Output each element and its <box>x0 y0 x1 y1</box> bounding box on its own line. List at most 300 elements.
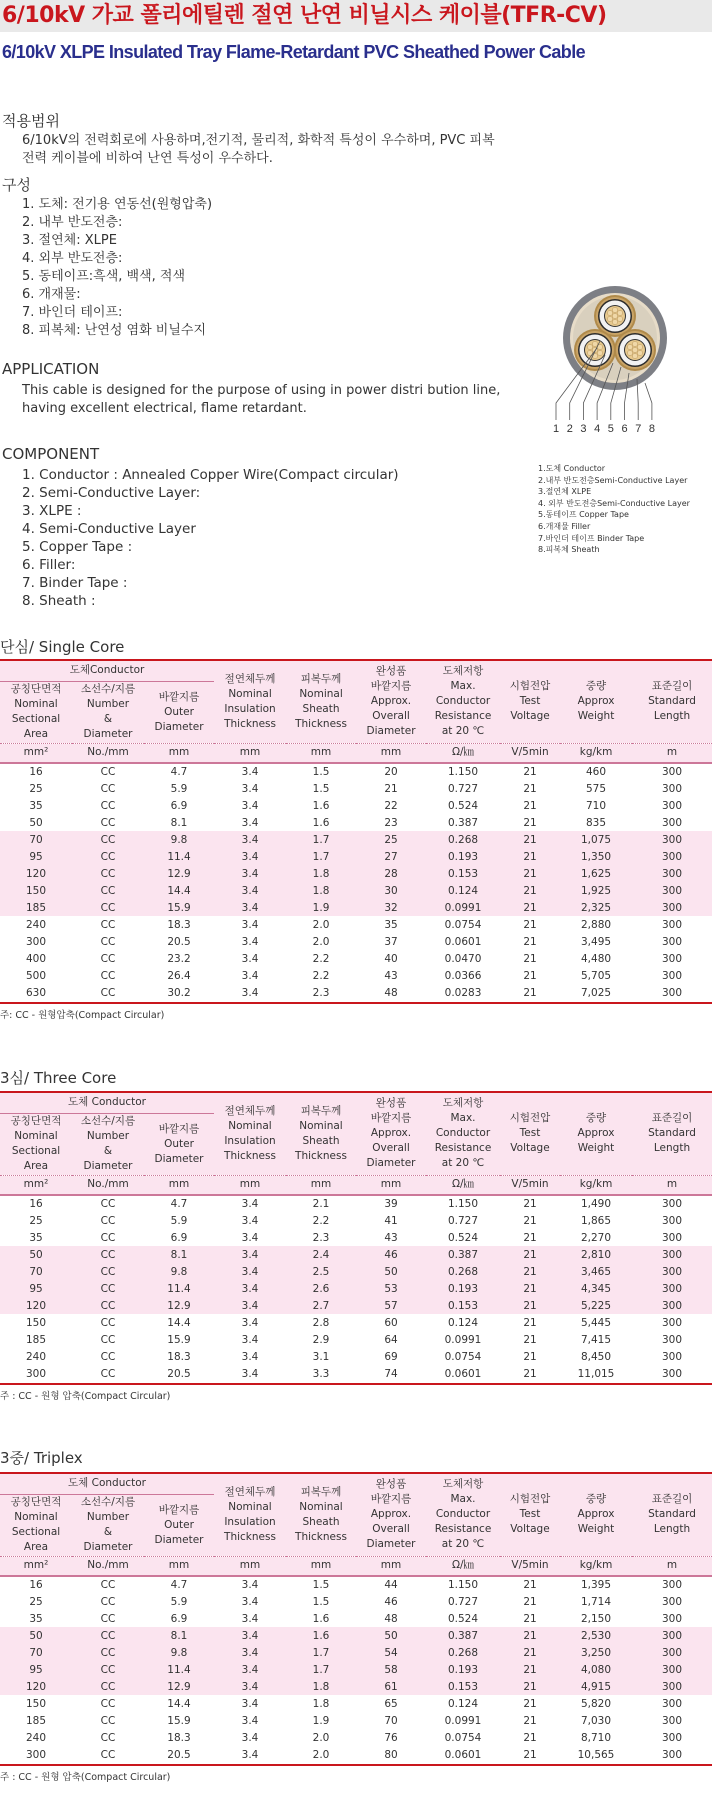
scope-text-line2: 전력 케이블에 비하여 난연 특성이 우수하다. <box>22 151 273 166</box>
table-cell: 53 <box>356 1280 426 1297</box>
table-cell: 21 <box>500 1627 560 1644</box>
table-cell: CC <box>72 882 144 899</box>
header-number <box>72 681 144 743</box>
header-line: Insulation <box>224 1515 276 1528</box>
table-cell: 21 <box>523 935 537 948</box>
table-cell: 0.0283 <box>444 986 482 999</box>
table-cell: 21 <box>523 1333 537 1346</box>
header-line: 절연체두께 <box>224 1485 276 1498</box>
header-row <box>0 1556 712 1576</box>
header-line: 시험전압 <box>509 1493 551 1506</box>
table-cell: 4.7 <box>170 766 188 778</box>
table-cell: 3.4 <box>241 986 259 999</box>
table-row <box>0 950 712 967</box>
triplex-table <box>0 1474 712 1763</box>
table-cell: 300 <box>661 1748 683 1761</box>
table-cell: 400 <box>25 952 47 965</box>
table-cell: 0.0991 <box>444 1333 482 1346</box>
table-cell: 37 <box>384 935 398 948</box>
table-cell: 3.4 <box>241 1748 259 1761</box>
table-cell: 3.4 <box>241 799 259 812</box>
table-cell: 1,714 <box>580 1595 612 1608</box>
table-cell: 15.9 <box>144 899 214 916</box>
table-cell: 43 <box>384 1231 398 1244</box>
table-cell: 1.7 <box>286 831 356 848</box>
table-cell: 25 <box>356 831 426 848</box>
header-conductor-group: 도체 Conductor <box>0 1474 214 1494</box>
leader-number: 5 <box>607 423 614 433</box>
table-cell: 20.5 <box>167 935 191 948</box>
header-line: Outer <box>164 1137 194 1150</box>
table-cell: CC <box>100 918 116 931</box>
header-row <box>0 743 712 763</box>
unit-cell: mm <box>144 1556 214 1576</box>
table-cell: 3.4 <box>241 935 259 948</box>
table-note: 주 : CC - 원형 압축(Compact Circular) <box>0 1772 171 1783</box>
table-cell: 3.4 <box>214 1246 286 1263</box>
table-cell: 1,925 <box>560 882 632 899</box>
header-line: 표준길이 <box>651 1493 693 1506</box>
header-line: Overall <box>372 1142 410 1155</box>
table-cell: 1.9 <box>312 1714 330 1727</box>
header-line: Nominal <box>14 698 58 710</box>
unit-cell: No./mm <box>72 1175 144 1195</box>
table-cell: 9.8 <box>144 1644 214 1661</box>
table-cell: 74 <box>384 1367 398 1380</box>
table-cell: 1.7 <box>286 1661 356 1678</box>
table-cell: 35 <box>29 799 43 812</box>
header-line: Weight <box>577 1523 615 1536</box>
table-cell: 3.4 <box>214 1627 286 1644</box>
leader-number: 3 <box>580 423 587 433</box>
header-line: Max. <box>450 1112 476 1125</box>
table-cell: 5.9 <box>170 782 188 795</box>
header-area <box>0 1494 72 1556</box>
table-row <box>0 1348 712 1365</box>
table-cell: 120 <box>0 1678 72 1695</box>
table-cell: CC <box>72 899 144 916</box>
leader-number: 2 <box>566 423 573 433</box>
table-row <box>0 933 712 950</box>
table-cell: 300 <box>25 1367 47 1380</box>
table-row <box>0 831 712 848</box>
table-cell: CC <box>72 831 144 848</box>
header-area <box>0 1113 72 1175</box>
table-cell: 95 <box>0 1280 72 1297</box>
table-cell: 4.7 <box>170 1579 188 1591</box>
leader-number: 1 <box>553 423 560 433</box>
table-cell: 300 <box>632 882 712 899</box>
table-row <box>0 1280 712 1297</box>
table-cell: CC <box>100 1350 116 1363</box>
table-cell: 2.2 <box>312 969 330 982</box>
header-line: Area <box>23 728 49 740</box>
triplex-title: 3중/ Triplex <box>0 1449 83 1467</box>
table-row <box>0 1365 712 1382</box>
scope-heading: 적용범위 <box>2 112 60 130</box>
table-cell: 1,350 <box>560 848 632 865</box>
header-line: 바깥지름 <box>370 680 412 693</box>
table-cell: 835 <box>586 816 607 829</box>
unit-cell: mm <box>144 743 214 763</box>
table-cell: 0.0601 <box>444 935 482 948</box>
header-line: Nominal <box>14 1511 58 1523</box>
header-line: Diameter <box>154 720 204 733</box>
table-cell: 0.153 <box>426 1297 500 1314</box>
header-line: & <box>103 1526 113 1538</box>
table-cell: 44 <box>384 1579 398 1591</box>
table-row <box>0 1661 712 1678</box>
table-cell: 14.4 <box>167 1697 191 1710</box>
unit-cell: V/5min <box>500 1175 560 1195</box>
table-cell: 300 <box>661 1316 683 1329</box>
unit-cell: mm <box>356 743 426 763</box>
table-row <box>0 1576 712 1593</box>
table-cell: 2.3 <box>312 986 330 999</box>
table-cell: 0.0991 <box>426 899 500 916</box>
header-number <box>72 1113 144 1175</box>
header-test <box>500 1474 560 1556</box>
unit-cell: kg/km <box>560 743 632 763</box>
composition-item: 4. 외부 반도전층: <box>22 251 123 266</box>
table-cell: 50 <box>356 1263 426 1280</box>
table-cell: 21 <box>500 899 560 916</box>
header-line: Approx. <box>370 695 412 708</box>
table-cell: 1.6 <box>312 816 330 829</box>
table-cell: 0.0754 <box>444 1731 482 1744</box>
header-line: Standard <box>648 695 696 708</box>
header-test <box>500 1093 560 1175</box>
table-cell: 300 <box>662 799 683 812</box>
table-cell: 27 <box>356 848 426 865</box>
header-line: Diameter <box>366 725 416 738</box>
table-cell: 4.7 <box>170 1198 188 1210</box>
leader-number: 8 <box>648 423 656 433</box>
table-cell: 3.4 <box>241 952 259 965</box>
table-cell: 35 <box>384 918 398 931</box>
table-cell: 300 <box>25 935 47 948</box>
table-cell: 0.193 <box>426 848 500 865</box>
table-cell: CC <box>72 1627 144 1644</box>
table-cell: 21 <box>500 1678 560 1695</box>
table-cell: 5.9 <box>170 1214 188 1227</box>
table-cell: 21 <box>500 848 560 865</box>
table-cell: 0.153 <box>426 1678 500 1695</box>
header-line: Resistance <box>434 710 492 723</box>
table-cell: 18.3 <box>167 1731 191 1744</box>
table-cell: 16 <box>29 1579 43 1591</box>
table-cell: CC <box>100 1214 116 1227</box>
table-cell: 21 <box>523 766 537 778</box>
table-cell: 120 <box>0 865 72 882</box>
table-row <box>0 1678 712 1695</box>
table-cell: CC <box>100 1333 116 1346</box>
header-line: 완성품 <box>375 1097 407 1110</box>
table-cell: 300 <box>661 1731 683 1744</box>
header-sheath <box>286 1093 356 1175</box>
header-line: Approx <box>577 1508 615 1521</box>
table-cell: 58 <box>356 1661 426 1678</box>
table-row <box>0 1610 712 1627</box>
table-cell: 300 <box>662 766 683 778</box>
table-cell: 22 <box>384 799 398 812</box>
table-cell: 21 <box>500 882 560 899</box>
table-cell: CC <box>100 1579 116 1591</box>
table-cell: 2.0 <box>312 1748 330 1761</box>
table-cell: 3.4 <box>241 918 259 931</box>
table-cell: 3.4 <box>214 1644 286 1661</box>
table-cell: 2.6 <box>286 1280 356 1297</box>
application-heading: APPLICATION <box>2 360 100 378</box>
header-line: Approx. <box>370 1127 412 1140</box>
table-cell: 2.0 <box>312 935 330 948</box>
header-line: Thickness <box>295 1149 347 1162</box>
table-cell: 1,625 <box>560 865 632 882</box>
table-cell: 15.9 <box>167 1333 191 1346</box>
table-cell: 21 <box>523 1214 537 1227</box>
header-line: at 20 ℃ <box>441 1157 485 1170</box>
header-line: 소선수/지름 <box>80 1496 136 1508</box>
core-3 <box>614 329 656 371</box>
header-line: Sheath <box>302 702 340 715</box>
table-cell: 20 <box>384 766 398 778</box>
header-line: Number <box>86 1511 130 1523</box>
table-cell: 1.8 <box>286 882 356 899</box>
table-cell: 0.124 <box>426 882 500 899</box>
component-item: 7. Binder Tape : <box>22 575 128 591</box>
composition-item: 3. 절연체: XLPE <box>22 233 117 248</box>
table-cell: 1,395 <box>580 1579 612 1591</box>
table-row <box>0 865 712 882</box>
header-area <box>0 681 72 743</box>
table-cell: 4,480 <box>581 952 612 965</box>
table-cell: 11.4 <box>144 1280 214 1297</box>
header-weight <box>560 661 632 743</box>
table-cell: 2.2 <box>312 1214 330 1227</box>
header-line: 중량 <box>585 1493 607 1506</box>
table-cell: 3.4 <box>241 1714 259 1727</box>
header-line: Nominal <box>299 1500 343 1513</box>
header-line: 바깥지름 <box>158 1503 200 1516</box>
header-line: Approx <box>577 695 615 708</box>
table-cell: CC <box>100 782 116 795</box>
table-cell: 1.7 <box>286 848 356 865</box>
table-cell: 21 <box>500 1644 560 1661</box>
table-cell: CC <box>100 1748 116 1761</box>
header-line: Test <box>519 695 541 708</box>
table-row <box>0 797 712 814</box>
table-cell: 2,880 <box>581 918 612 931</box>
table-cell: 7,415 <box>580 1333 612 1346</box>
table-cell: 25 <box>29 782 43 795</box>
legend-item: 7.바인더 테이프 Binder Tape <box>538 533 645 543</box>
header-conductor-group: 도체 Conductor <box>0 1093 214 1113</box>
header-line: 공칭단면적 <box>10 683 62 695</box>
table-cell: 3,250 <box>560 1644 632 1661</box>
table-cell: 300 <box>661 1333 683 1346</box>
table-cell: 1,865 <box>580 1214 612 1227</box>
table-cell: 14.4 <box>167 1316 191 1329</box>
table-cell: 300 <box>662 918 683 931</box>
table-cell: 35 <box>29 1231 43 1244</box>
table-cell: 2.7 <box>286 1297 356 1314</box>
header-line: 절연체두께 <box>224 672 276 685</box>
header-line: 공칭단면적 <box>10 1115 62 1127</box>
table-cell: 1.8 <box>312 1697 330 1710</box>
header-line: Thickness <box>224 1530 276 1543</box>
table-cell: 5.9 <box>170 1595 188 1608</box>
header-length <box>632 661 712 743</box>
unit-cell: mm <box>286 743 356 763</box>
unit-cell: mm <box>214 1175 286 1195</box>
table-cell: 21 <box>523 1612 537 1625</box>
unit-cell: V/5min <box>500 1556 560 1576</box>
header-line: Overall <box>372 1523 410 1536</box>
header-line: & <box>103 713 113 725</box>
table-cell: 150 <box>25 1316 47 1329</box>
scope-text-line1: 6/10kV의 전력회로에 사용하며,전기적, 물리적, 화학적 특성이 우수하며, PVC 피복 <box>22 133 495 148</box>
legend-item: 3.절연체 XLPE <box>538 487 592 497</box>
table-cell: 21 <box>523 952 537 965</box>
table-cell: 21 <box>384 782 398 795</box>
header-conductor-group: 도체Conductor <box>0 661 214 681</box>
table-cell: 23 <box>384 816 398 829</box>
legend-item: 8.피복체 Sheath <box>538 545 600 555</box>
table-cell: 12.9 <box>144 1678 214 1695</box>
unit-cell: mm² <box>0 1175 72 1195</box>
header-line: 중량 <box>585 1112 607 1125</box>
header-line: & <box>103 1145 113 1157</box>
table-note: 주: CC - 원형압축(Compact Circular) <box>0 1010 165 1021</box>
component-heading: COMPONENT <box>2 445 100 463</box>
table-cell: 21 <box>523 799 537 812</box>
header-line: Thickness <box>224 717 276 730</box>
table-cell: 21 <box>523 1595 537 1608</box>
table-cell: 2,530 <box>560 1627 632 1644</box>
table-cell: 3.4 <box>214 882 286 899</box>
header-sheath <box>286 1474 356 1556</box>
table-cell: 2.3 <box>312 1231 330 1244</box>
table-cell: 2,325 <box>560 899 632 916</box>
table-cell: 14.4 <box>144 882 214 899</box>
table-cell: CC <box>100 1231 116 1244</box>
table-note: 주 : CC - 원형 압축(Compact Circular) <box>0 1391 171 1402</box>
table-cell: 3.4 <box>241 1350 259 1363</box>
table-cell: CC <box>100 1612 116 1625</box>
table-cell: 150 <box>25 1697 47 1710</box>
table-cell: 3.4 <box>214 899 286 916</box>
table-row <box>0 1627 712 1644</box>
header-line: Number <box>86 1130 130 1142</box>
table-cell: 25 <box>29 1595 43 1608</box>
unit-cell: Ω/㎞ <box>426 1556 500 1576</box>
component-list <box>22 466 399 610</box>
leader-number: 4 <box>594 423 601 433</box>
header-line: 피복두께 <box>300 1485 342 1498</box>
table-cell: 300 <box>632 831 712 848</box>
table-cell: 46 <box>384 1595 398 1608</box>
header-line: Nominal <box>228 1500 272 1513</box>
table-cell: 0.524 <box>447 1231 479 1244</box>
table-cell: 0.387 <box>426 1627 500 1644</box>
table-cell: 1.150 <box>447 1198 479 1210</box>
table-cell: 1.6 <box>312 1612 330 1625</box>
table-cell: 0.727 <box>448 782 479 795</box>
table-cell: 3.4 <box>241 1231 259 1244</box>
table-cell: 9.8 <box>144 1263 214 1280</box>
table-cell: 21 <box>523 1231 537 1244</box>
composition-item: 1. 도체: 전기용 연동선(원형압축) <box>22 197 213 212</box>
table-cell: 54 <box>356 1644 426 1661</box>
table-cell: 50 <box>29 816 43 829</box>
table-cell: 1.5 <box>312 782 330 795</box>
component-item: 2. Semi-Conductive Layer: <box>22 485 201 501</box>
table-row <box>0 1297 712 1314</box>
table-row <box>0 1729 712 1746</box>
table-cell: 10,565 <box>577 1748 615 1761</box>
table-cell: 0.0991 <box>444 1714 482 1727</box>
table-row <box>0 848 712 865</box>
table-cell: 2,270 <box>580 1231 612 1244</box>
header-line: Resistance <box>434 1142 492 1155</box>
table-cell: 3.4 <box>214 1297 286 1314</box>
table-cell: 69 <box>384 1350 398 1363</box>
table-cell: 300 <box>662 952 683 965</box>
table-cell: 0.524 <box>447 1612 479 1625</box>
table-cell: 0.0754 <box>444 918 482 931</box>
header-line: Test <box>519 1127 541 1140</box>
table-cell: CC <box>100 935 116 948</box>
table-cell: 1.9 <box>286 899 356 916</box>
table-cell: 3.1 <box>312 1350 330 1363</box>
table-cell: 3.4 <box>241 1731 259 1744</box>
header-number <box>72 1494 144 1556</box>
header-line: Length <box>653 710 691 723</box>
table-cell: 5,445 <box>580 1316 612 1329</box>
header-line: Diameter <box>366 1538 416 1551</box>
leader-number: 6 <box>621 423 628 433</box>
header-line: Sheath <box>302 1134 340 1147</box>
header-line: Sheath <box>302 1515 340 1528</box>
table-cell: 70 <box>0 831 72 848</box>
table-cell: 61 <box>356 1678 426 1695</box>
table-cell: 240 <box>25 1350 47 1363</box>
header-insulation <box>214 1474 286 1556</box>
table-cell: 21 <box>523 1714 537 1727</box>
header-sheath <box>286 661 356 743</box>
table-cell: 300 <box>661 1612 683 1625</box>
legend-item: 1.도체 Conductor <box>538 464 606 473</box>
table-cell: 3.4 <box>214 1678 286 1695</box>
table-cell: 35 <box>29 1612 43 1625</box>
table-cell: 21 <box>500 1297 560 1314</box>
table-cell: 95 <box>0 1661 72 1678</box>
header-line: Conductor <box>435 1127 491 1140</box>
header-line: Nominal <box>299 1119 343 1132</box>
table-cell: 300 <box>25 1748 47 1761</box>
table-cell: 3.4 <box>241 1214 259 1227</box>
table-cell: 50 <box>0 1627 72 1644</box>
header-line: 바깥지름 <box>370 1112 412 1125</box>
table-cell: 30.2 <box>167 986 191 999</box>
table-cell: 300 <box>632 848 712 865</box>
header-line: Thickness <box>295 717 347 730</box>
table-cell: 2.8 <box>312 1316 330 1329</box>
header-line: 시험전압 <box>509 680 551 693</box>
table-cell: 3.4 <box>241 1333 259 1346</box>
table-cell: 28 <box>356 865 426 882</box>
table-cell: 0.0366 <box>444 969 482 982</box>
